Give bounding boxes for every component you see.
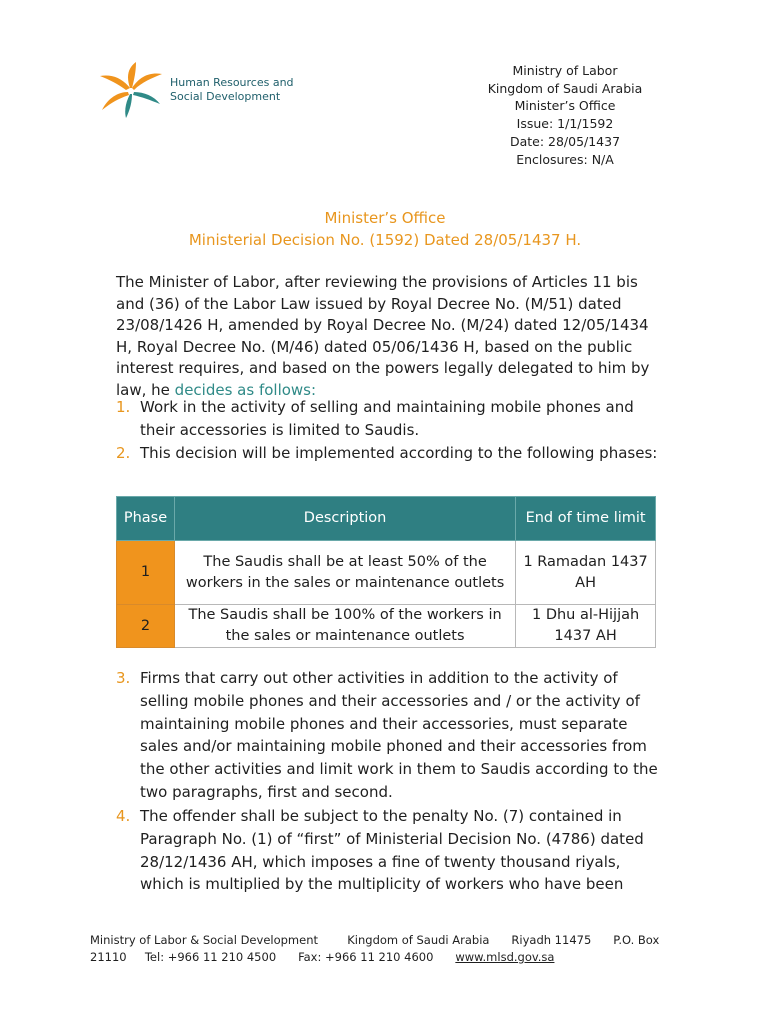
- phase-cell: 1: [117, 541, 175, 605]
- list-text-3: Firms that carry out other activities in addition to the activity of selling mobile phones and their accessories and / or the activity of maintaining mobile phones and their accessories, must separate sales and/or maintaining mobile phoned and their accessories from the other activities and limit work in them to Saudis according to the two paragraphs, first and second.: [140, 669, 658, 801]
- table-header-row: [117, 497, 656, 541]
- footer-contact: [90, 949, 670, 966]
- logo-text: [170, 76, 294, 104]
- table-row: [117, 605, 656, 648]
- list-text-1: Work in the activity of selling and maintaining mobile phones and their accessories is limited to Saudis.: [140, 398, 634, 439]
- header-phase: Phase: [117, 497, 175, 541]
- end-time-cell: 1 Ramadan 1437 AH: [516, 541, 656, 605]
- page-footer: [90, 932, 670, 966]
- table-row: [117, 541, 656, 605]
- header-kingdom: Kingdom of Saudi Arabia: [487, 80, 643, 96]
- description-cell: The Saudis shall be 100% of the workers in the sales or maintenance outlets: [174, 605, 515, 648]
- list-text-4: The offender shall be subject to the penalty No. (7) contained in Paragraph No. (1) of “first” of Ministerial Decision No. (4786) dated 28/12/1436 AH, which imposes a fine of twenty thousand riyals, which is multiplied by the multiplicity of workers who have been: [140, 807, 644, 894]
- footer-phone-fax: 21110 Tel: +966 11 210 4500 Fax: +966 11 210 4600: [90, 950, 456, 964]
- ministry-logo: [96, 62, 296, 118]
- list-text-2: This decision will be implemented according to the following phases:: [140, 444, 658, 462]
- list-item-2: [116, 442, 661, 465]
- list-item-4: [116, 805, 661, 896]
- header-ministry: Ministry of Labor: [512, 63, 618, 78]
- end-time-cell: 1 Dhu al-Hijjah 1437 AH: [516, 605, 656, 648]
- letter-header-info: [470, 62, 660, 174]
- logo-text-line1: Human Resources and: [170, 76, 294, 89]
- header-date: Date: 28/05/1437: [509, 133, 621, 149]
- list-number-3: 3.: [116, 669, 131, 687]
- header-end-time: End of time limit: [516, 497, 656, 541]
- list-item-1: [116, 396, 661, 442]
- header-description: Description: [174, 497, 515, 541]
- list-number-4: 4.: [116, 807, 131, 825]
- header-enclosures: Enclosures: N/A: [516, 151, 614, 167]
- palm-logo-icon: [96, 62, 166, 118]
- list-number-2: 2.: [116, 444, 131, 462]
- intro-paragraph: [116, 272, 661, 402]
- phase-cell: 2: [117, 605, 175, 648]
- description-cell: The Saudis shall be at least 50% of the workers in the sales or maintenance outlets: [174, 541, 515, 605]
- intro-highlight: decides as follows:: [174, 380, 317, 399]
- header-office: Minister’s Office: [514, 98, 616, 114]
- list-item-3: [116, 667, 661, 804]
- office-title: Minister’s Office: [324, 209, 446, 227]
- footer-address: Ministry of Labor & Social Development Kingdom of Saudi Arabia Riyadh 11475 P.O. Box: [90, 933, 660, 947]
- decision-title: Ministerial Decision No. (1592) Dated 28/05/1437 H.: [188, 231, 582, 249]
- list-number-1: 1.: [116, 398, 131, 416]
- website-link[interactable]: www.mlsd.gov.sa: [455, 950, 555, 964]
- phases-table: [116, 496, 656, 648]
- intro-text: The Minister of Labor, after reviewing the provisions of Articles 11 bis and (36) of the Labor Law issued by Royal Decree No. (M/51) dated 23/08/1426 H, amended by Royal Decree No. (M/24) dated 12/05/1434 H, Royal Decree No. (M/46) dated 05/06/1436 H, based on the public interest requires, and based on the powers legally delegated to him by law, he: [116, 273, 650, 399]
- logo-text-line2: Social Development: [170, 90, 281, 103]
- header-issue: Issue: 1/1/1592: [516, 116, 614, 132]
